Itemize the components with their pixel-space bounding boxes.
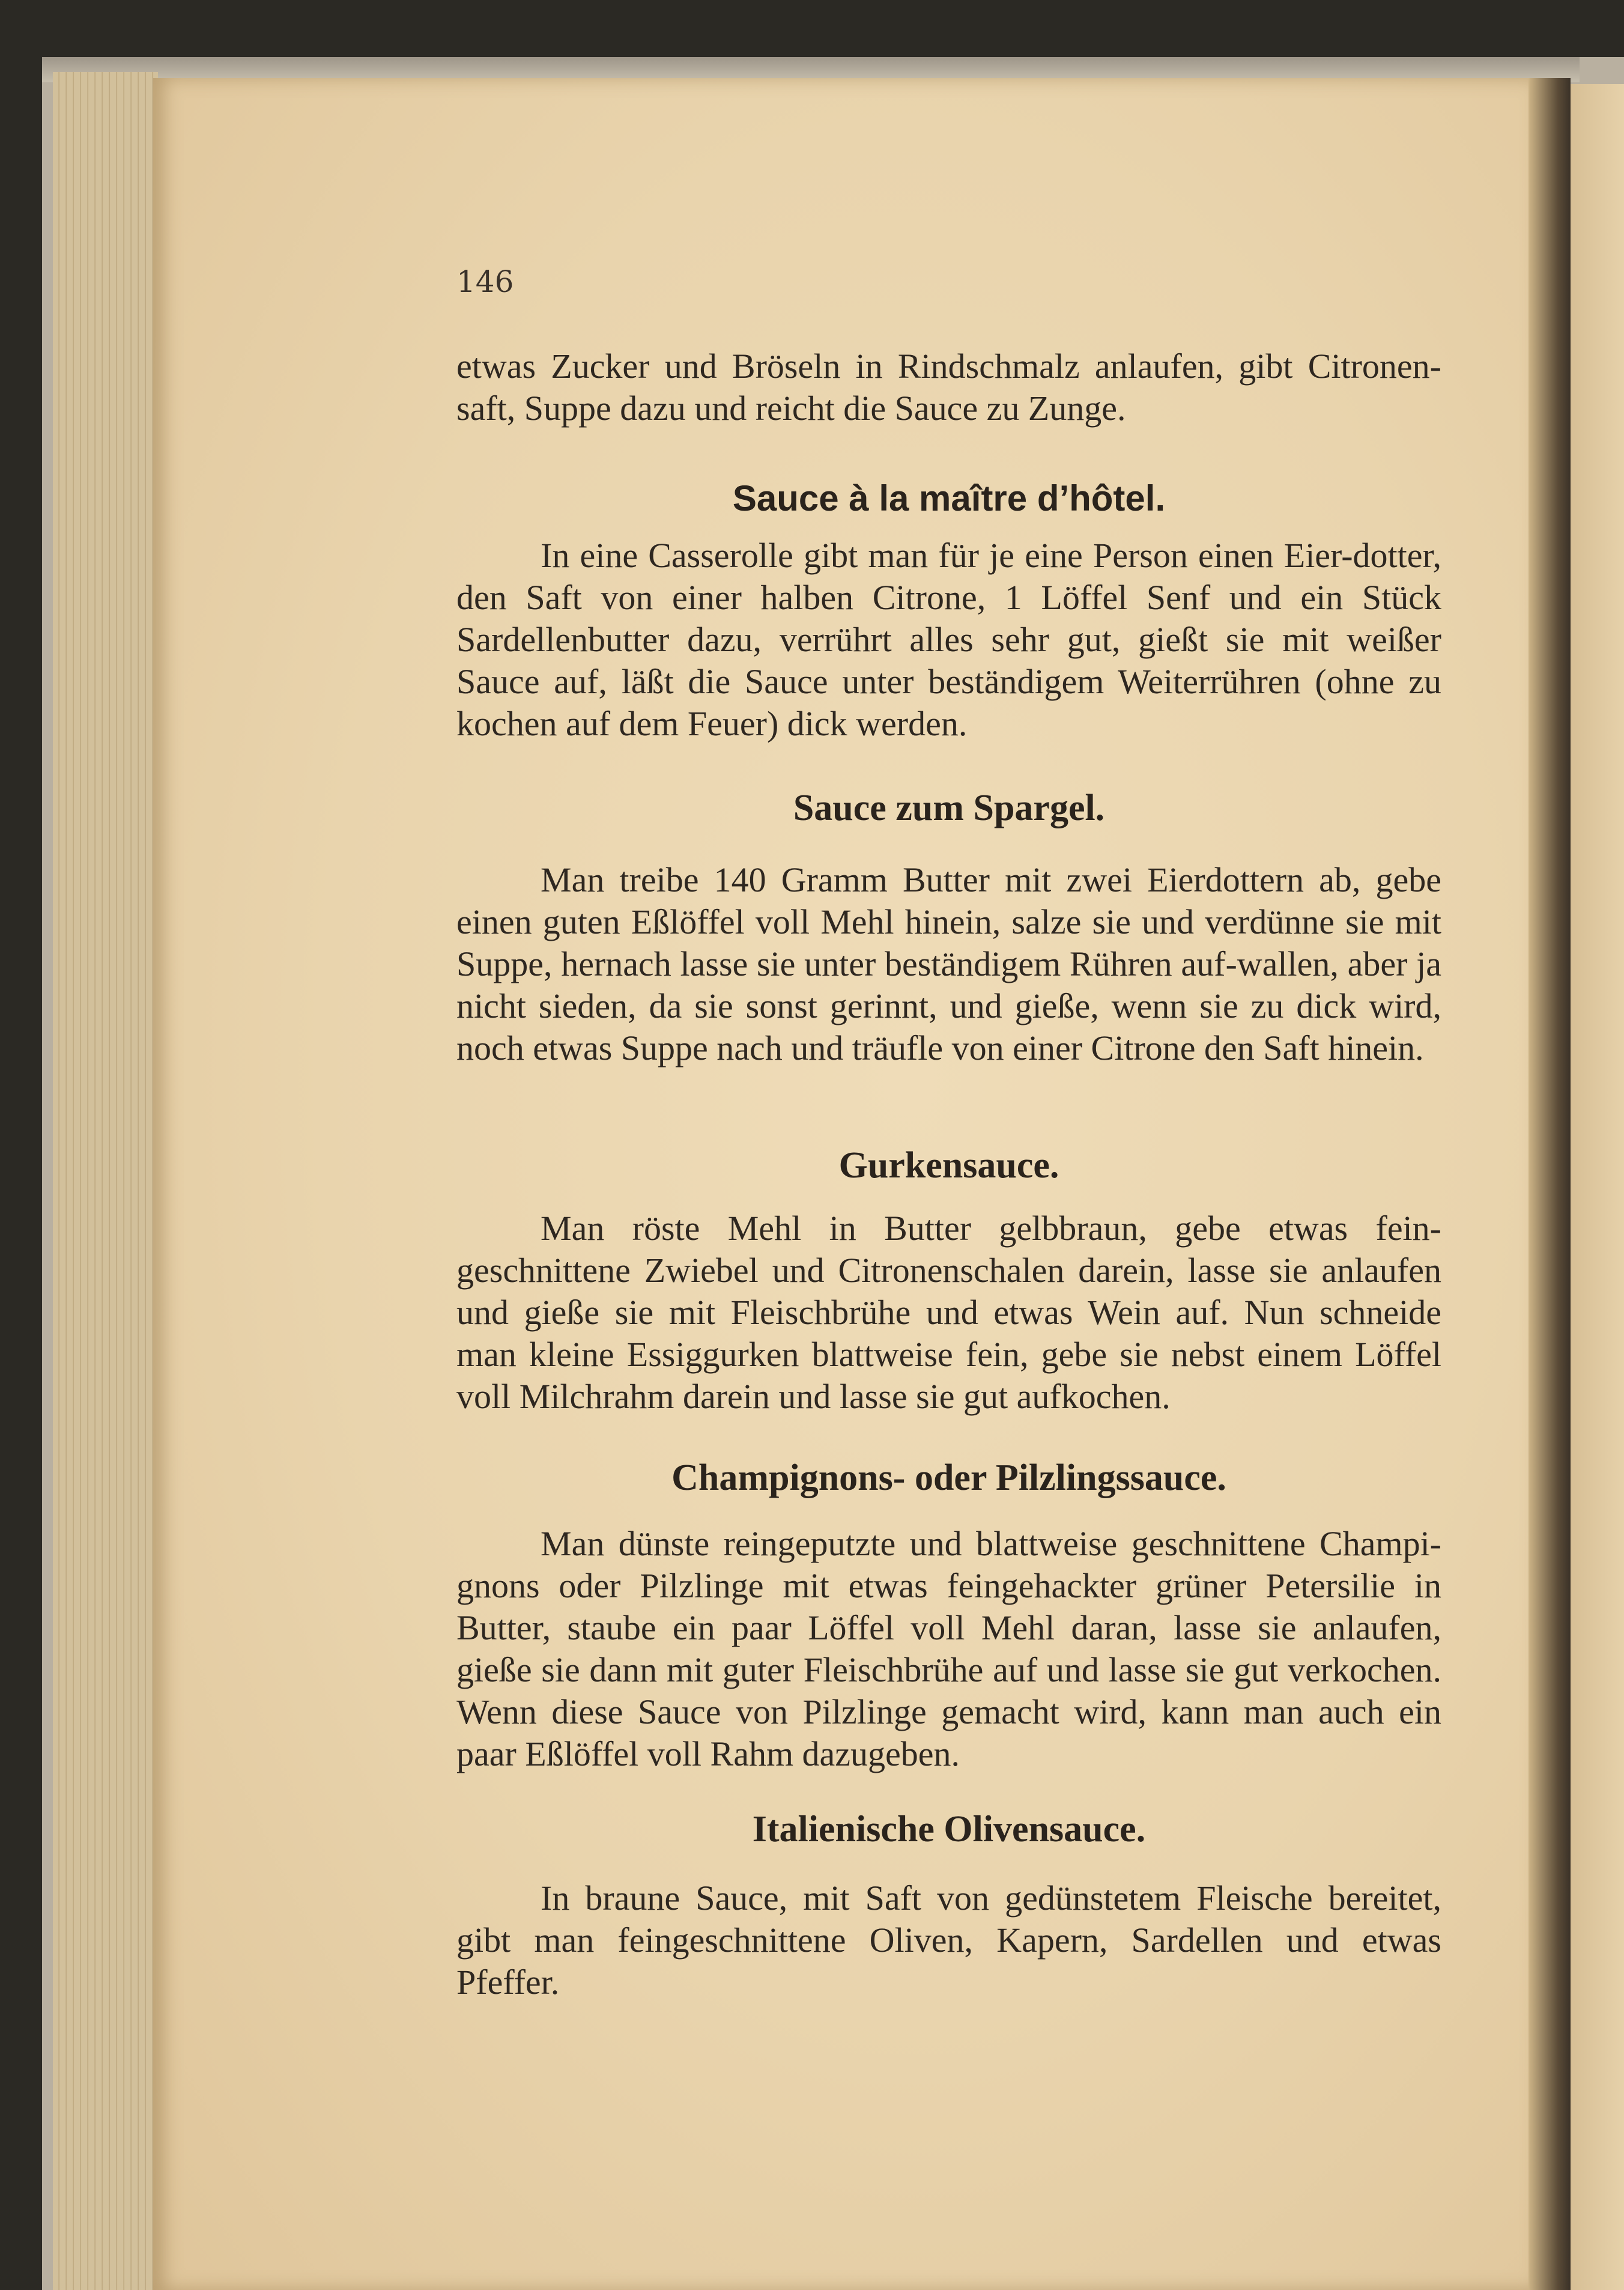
section-title-champignonssauce: Champignons- oder Pilzlingssauce.: [671, 1457, 1226, 1498]
intro-paragraph: etwas Zucker und Bröseln in Rindschmalz anlaufen, gibt Citronen-saft, Suppe dazu und reicht die Sauce zu Zunge.: [456, 347, 1441, 428]
section-body-olivensauce: In braune Sauce, mit Saft von gedünstetem Fleische bereitet, gibt man feingeschnittene Oliven, Kapern, Sardellen und etwas Pfeffer.: [456, 1878, 1441, 2002]
section-body-maitre-d-hotel: In eine Casserolle gibt man für je eine Person einen Eier-dotter, den Saft von einer halben Citrone, 1 Löffel Senf und ein Stück Sardellenbutter dazu, verrührt alles sehr gut, gießt sie mit weißer Sauce auf, läßt die Sauce unter beständigem Weiterrühren (ohne zu kochen auf dem Feuer) dick werden.: [456, 536, 1441, 743]
section-title-maitre-d-hotel: Sauce à la maître d’hôtel.: [732, 478, 1166, 518]
section-title-gurkensauce: Gurkensauce.: [838, 1145, 1059, 1186]
section-title-sauce-zum-spargel: Sauce zum Spargel.: [793, 788, 1105, 828]
page-number: 146: [456, 264, 514, 299]
facing-page-edge: [1571, 84, 1624, 2290]
page-edges: [53, 72, 158, 2290]
book-gutter: [1529, 78, 1571, 2290]
section-body-champignonssauce: Man dünste reingeputzte und blattweise geschnittene Champi-gnons oder Pilzlinge mit etwas feingehackter grüner Petersilie in Butter, staube ein paar Löffel voll Mehl daran, lasse sie anlaufen, gieße sie dann mit guter Fleischbrühe auf und lasse sie gut verkochen. Wenn diese Sauce von Pilzlinge gemacht wird, kann man auch ein paar Eßlöffel voll Rahm dazugeben.: [456, 1524, 1441, 1773]
section-body-sauce-zum-spargel: Man treibe 140 Gramm Butter mit zwei Eierdottern ab, gebe einen guten Eßlöffel voll Mehl hinein, salze sie und verdünne sie mit Suppe, hernach lasse sie unter beständigem Rühren auf-wallen, aber ja nicht sieden, da sie sonst gerinnt, und gieße, wenn sie zu dick wird, noch etwas Suppe nach und träufle von einer Citrone den Saft hinein.: [456, 860, 1441, 1068]
section-body-gurkensauce: Man röste Mehl in Butter gelbbraun, gebe etwas fein-geschnittene Zwiebel und Citronenschalen darein, lasse sie anlaufen und gieße sie mit Fleischbrühe und etwas Wein auf. Nun schneide man kleine Essiggurken blattweise fein, gebe sie nebst einem Löffel voll Milchrahm darein und lasse sie gut aufkochen.: [456, 1209, 1441, 1416]
section-title-olivensauce: Italienische Olivensauce.: [752, 1809, 1146, 1850]
